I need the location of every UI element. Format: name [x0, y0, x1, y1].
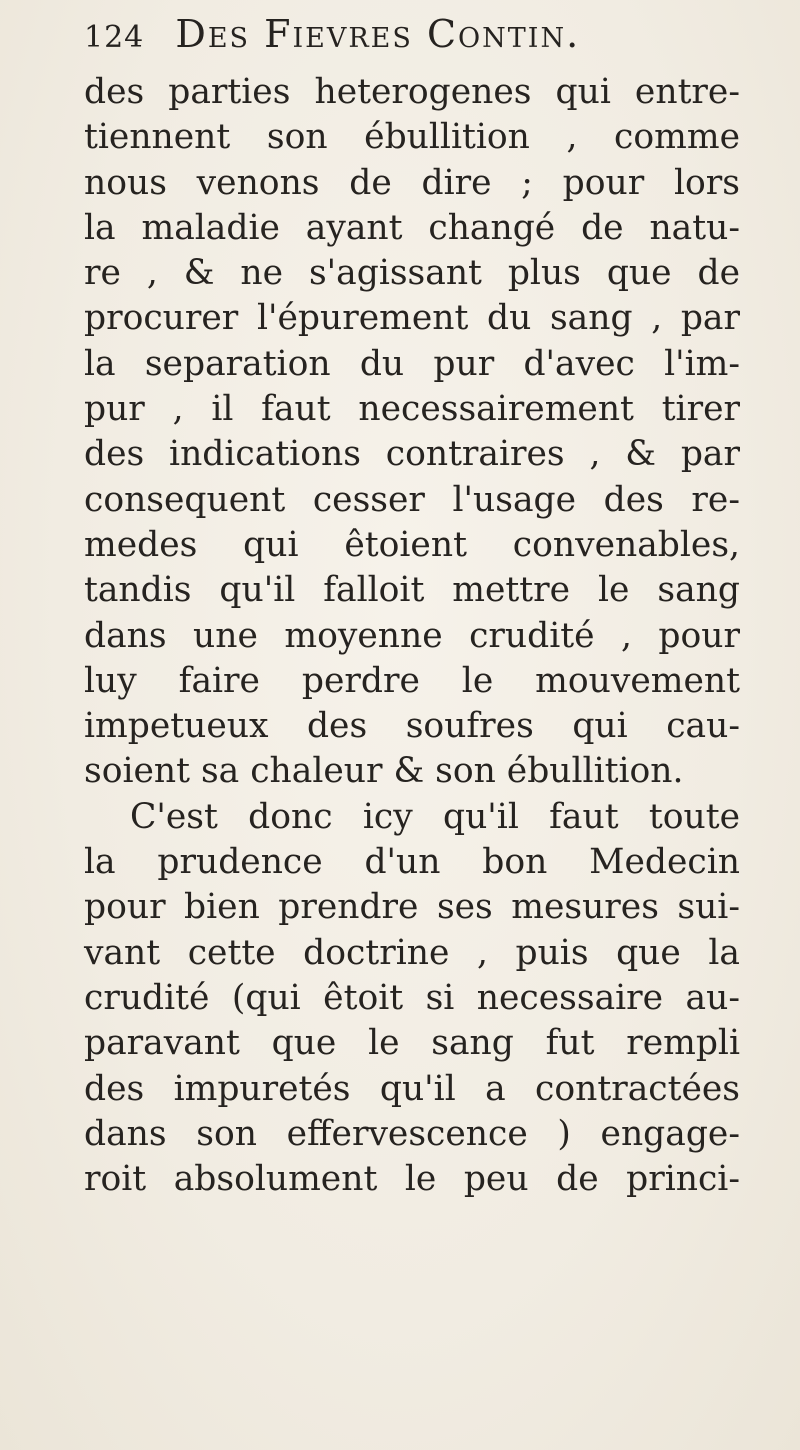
running-head: Des Fievres Contin. — [175, 12, 581, 56]
text-line: des parties heterogenes qui entre- — [84, 72, 740, 112]
text-line: crudité (qui êtoit si necessaire au- — [84, 977, 740, 1018]
text-line: la separation du pur d'avec l'im- — [84, 343, 740, 384]
text-line: dans son effervescence ) engage- — [84, 1113, 740, 1154]
text-line: consequent cesser l'usage des re- — [84, 479, 740, 520]
text-line: des impuretés qu'il a contractées — [84, 1068, 740, 1109]
text-line: dans une moyenne crudité , pour — [84, 615, 740, 656]
text-line: des indications contraires , & par — [84, 434, 740, 475]
text-line: roit absolument le peu de princi- — [84, 1159, 740, 1200]
text-line: la maladie ayant changé de natu- — [84, 207, 740, 248]
text-line: paravant que le sang fut rempli — [84, 1023, 740, 1064]
text-line: impetueux des soufres qui cau- — [84, 706, 740, 747]
text-line: tandis qu'il falloit mettre le sang — [84, 570, 740, 611]
body-text — [84, 70, 740, 1202]
text-line: medes qui êtoient convenables, — [84, 524, 740, 565]
text-line: soient sa chaleur & son ébullition. — [84, 751, 684, 792]
text-line: la prudence d'un bon Medecin — [84, 842, 740, 883]
text-line: procurer l'épurement du sang , par — [84, 298, 740, 339]
text-line: pour bien prendre ses mesures sui- — [84, 887, 740, 928]
text-line: nous venons de dire ; pour lors — [84, 162, 740, 203]
text-line: pur , il faut necessairement tirer — [84, 389, 740, 430]
page-number: 124 — [84, 20, 145, 55]
text-line: vant cette doctrine , puis que la — [84, 932, 740, 973]
text-line: luy faire perdre le mouvement — [84, 660, 740, 701]
page-header — [84, 12, 764, 60]
text-line: tiennent son ébullition , comme — [84, 117, 740, 158]
text-line: re , & ne s'agissant plus que de — [84, 253, 740, 294]
paragraph-start-line: C'est donc icy qu'il faut toute — [130, 796, 740, 837]
